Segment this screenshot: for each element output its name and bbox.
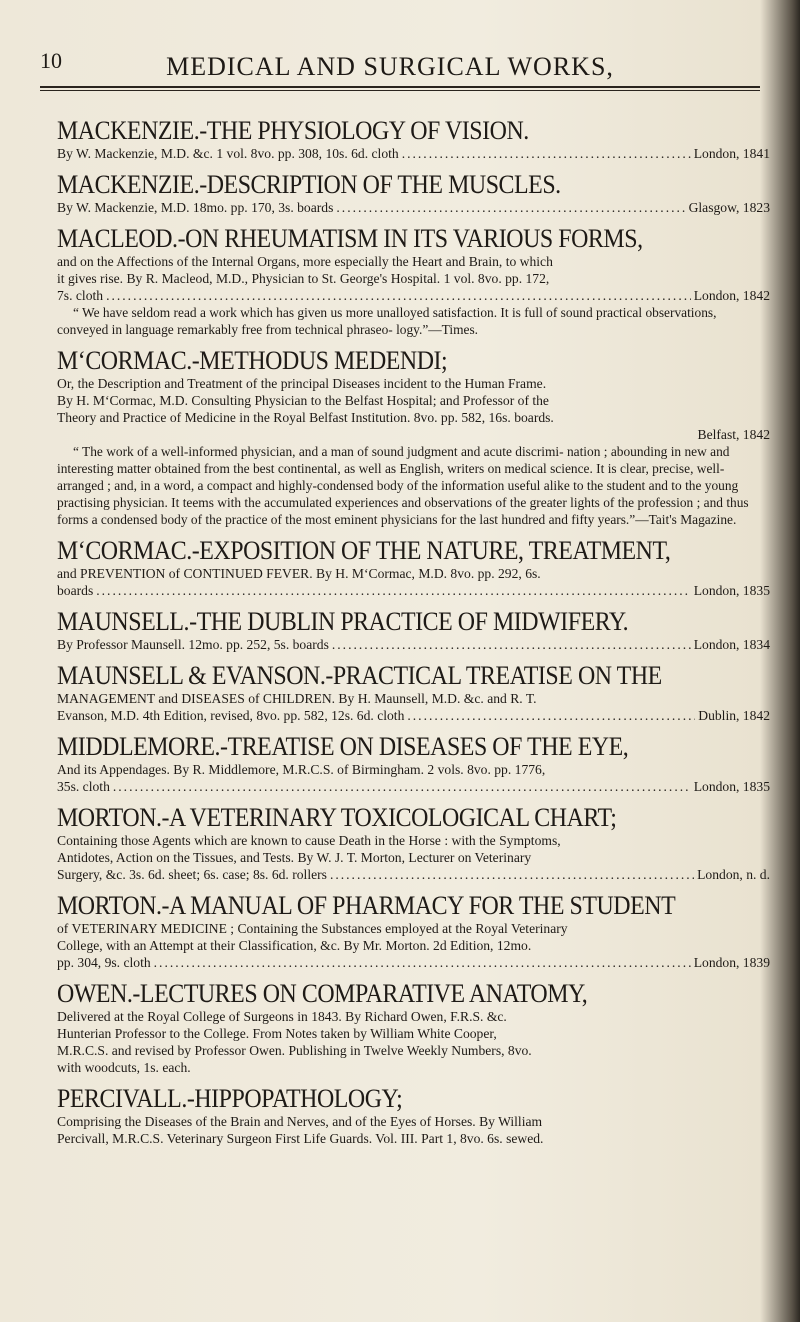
entry-place-date: London, 1834	[693, 637, 770, 652]
entry-place-date: London, 1841	[693, 146, 770, 161]
entry-imprint: By W. Mackenzie, M.D. 18mo. pp. 170, 3s. boards	[57, 200, 334, 215]
leader-dots	[407, 707, 695, 724]
entry-description: of VETERINARY MEDICINE ; Containing the Substances employed at the Royal Veterinary	[57, 921, 568, 936]
catalogue-entry	[57, 346, 770, 528]
entry-place-date: London, 1835	[693, 583, 770, 598]
entry-imprint: Evanson, M.D. 4th Edition, revised, 8vo. pp. 582, 12s. 6d. cloth	[57, 708, 405, 723]
page-number: 10	[40, 48, 62, 73]
entry-title: OWEN.-LECTURES ON COMPARATIVE ANATOMY,	[57, 979, 588, 1008]
entry-title: M‘CORMAC.-EXPOSITION OF THE NATURE, TREATMENT,	[57, 536, 671, 565]
entry-imprint: By W. Mackenzie, M.D. &c. 1 vol. 8vo. pp. 308, 10s. 6d. cloth	[57, 146, 399, 161]
entry-title: PERCIVALL.-HIPPOPATHOLOGY;	[57, 1084, 403, 1113]
header-rule-thin	[40, 90, 760, 91]
leader-dots	[154, 954, 691, 971]
review-quote: “ We have seldom read a work which has given us more unalloyed satisfaction. It is full of sound practical observations, conveyed in language remarkably free from technical phraseo- logy.”—Times.	[57, 305, 717, 337]
entry-description: Delivered at the Royal College of Surgeons in 1843. By Richard Owen, F.R.S. &c.	[57, 1009, 507, 1024]
entry-place-date: London, n. d.	[697, 867, 770, 882]
entry-description: MANAGEMENT and DISEASES of CHILDREN. By H. Maunsell, M.D. &c. and R. T.	[57, 691, 537, 706]
entry-title: MACLEOD.-ON RHEUMATISM IN ITS VARIOUS FORMS,	[57, 224, 643, 253]
catalogue-entry	[57, 170, 770, 216]
entry-description: Theory and Practice of Medicine in the Royal Belfast Institution. 8vo. pp. 582, 16s. boards.	[57, 410, 554, 425]
catalogue-entry	[57, 1084, 770, 1147]
entry-description: Hunterian Professor to the College. From Notes taken by William White Cooper,	[57, 1026, 497, 1041]
entry-description: and PREVENTION of CONTINUED FEVER. By H. M‘Cormac, M.D. 8vo. pp. 292, 6s.	[57, 566, 541, 581]
entry-place-date: London, 1839	[693, 955, 770, 970]
entry-description: Percivall, M.R.C.S. Veterinary Surgeon First Life Guards. Vol. III. Part 1, 8vo. 6s. sewed.	[57, 1131, 544, 1146]
entry-imprint: By Professor Maunsell. 12mo. pp. 252, 5s. boards	[57, 637, 329, 652]
entry-title: MIDDLEMORE.-TREATISE ON DISEASES OF THE EYE,	[57, 732, 629, 761]
leader-dots	[113, 778, 691, 795]
page-header	[40, 48, 760, 88]
running-title: MEDICAL AND SURGICAL WORKS,	[166, 52, 614, 81]
entry-description: Antidotes, Action on the Tissues, and Tests. By W. J. T. Morton, Lecturer on Veterinary	[57, 850, 532, 865]
entry-imprint: Surgery, &c. 3s. 6d. sheet; 6s. case; 8s. 6d. rollers	[57, 867, 327, 882]
entry-imprint: 35s. cloth	[57, 779, 110, 794]
entry-title: MORTON.-A VETERINARY TOXICOLOGICAL CHART;	[57, 803, 617, 832]
leader-dots	[330, 866, 694, 883]
leader-dots	[402, 145, 691, 162]
catalogue-entry	[57, 536, 770, 599]
entry-description: Comprising the Diseases of the Brain and Nerves, and of the Eyes of Horses. By William	[57, 1114, 543, 1129]
entry-title: MAUNSELL & EVANSON.-PRACTICAL TREATISE ON THE	[57, 661, 662, 690]
catalogue-entry	[57, 607, 770, 653]
entry-description: Containing those Agents which are known to cause Death in the Horse : with the Symptoms,	[57, 833, 561, 848]
catalogue-entry	[57, 224, 770, 338]
entry-title: MACKENZIE.-DESCRIPTION OF THE MUSCLES.	[57, 170, 561, 199]
entry-place-date: Glasgow, 1823	[688, 200, 770, 215]
catalogue-entry	[57, 803, 770, 883]
entry-description: Or, the Description and Treatment of the principal Diseases incident to the Human Frame.	[57, 376, 547, 391]
entry-title: M‘CORMAC.-METHODUS MEDENDI;	[57, 346, 448, 375]
entry-place-date: Belfast, 1842	[697, 427, 770, 442]
leader-dots	[96, 582, 690, 599]
catalogue-entry	[57, 891, 770, 971]
catalogue-entry	[57, 979, 770, 1076]
entry-description: And its Appendages. By R. Middlemore, M.R.C.S. of Birmingham. 2 vols. 8vo. pp. 1776,	[57, 762, 546, 777]
catalogue-entries	[57, 116, 770, 1155]
entry-title: MORTON.-A MANUAL OF PHARMACY FOR THE STUDENT	[57, 891, 676, 920]
entry-place-date: London, 1835	[693, 779, 770, 794]
entry-imprint: boards	[57, 583, 94, 598]
catalogue-entry	[57, 732, 770, 795]
header-rule	[40, 86, 760, 88]
entry-description: and on the Affections of the Internal Organs, more especially the Heart and Brain, to which	[57, 254, 553, 269]
leader-dots	[106, 287, 691, 304]
review-quote: “ The work of a well-informed physician, and a man of sound judgment and acute discrimi- nation ; abounding in new and interesting matter obtained from the best continental, as well as English, writers on medical science. It is clear, precise, well-arranged ; and, in a word, a compact and highly-condensed body of the information useful alike to the student and to the young practising physician. It teems with the accumulated experiences and observations of the greater lights of the profession ; and thus forms a condensed body of the practice of the most eminent physicians for the last hundred and fifty years.”—Tait's Magazine.	[57, 444, 749, 527]
entry-description: with woodcuts, 1s. each.	[57, 1060, 191, 1075]
entry-title: MAUNSELL.-THE DUBLIN PRACTICE OF MIDWIFERY.	[57, 607, 629, 636]
entry-title: MACKENZIE.-THE PHYSIOLOGY OF VISION.	[57, 116, 529, 145]
catalogue-entry	[57, 661, 770, 724]
entry-place-date: London, 1842	[693, 288, 770, 303]
catalogue-entry	[57, 116, 770, 162]
entry-description: College, with an Attempt at their Classification, &c. By Mr. Morton. 2d Edition, 12mo.	[57, 938, 532, 953]
entry-place-date: Dublin, 1842	[698, 708, 770, 723]
leader-dots	[336, 199, 685, 216]
leader-dots	[332, 636, 691, 653]
entry-imprint: 7s. cloth	[57, 288, 104, 303]
entry-description: it gives rise. By R. Macleod, M.D., Physician to St. George's Hospital. 1 vol. 8vo. pp. 172,	[57, 271, 550, 286]
entry-imprint: pp. 304, 9s. cloth	[57, 955, 151, 970]
entry-description: By H. M‘Cormac, M.D. Consulting Physician to the Belfast Hospital; and Professor of the	[57, 393, 549, 408]
entry-description: M.R.C.S. and revised by Professor Owen. Publishing in Twelve Weekly Numbers, 8vo.	[57, 1043, 532, 1058]
